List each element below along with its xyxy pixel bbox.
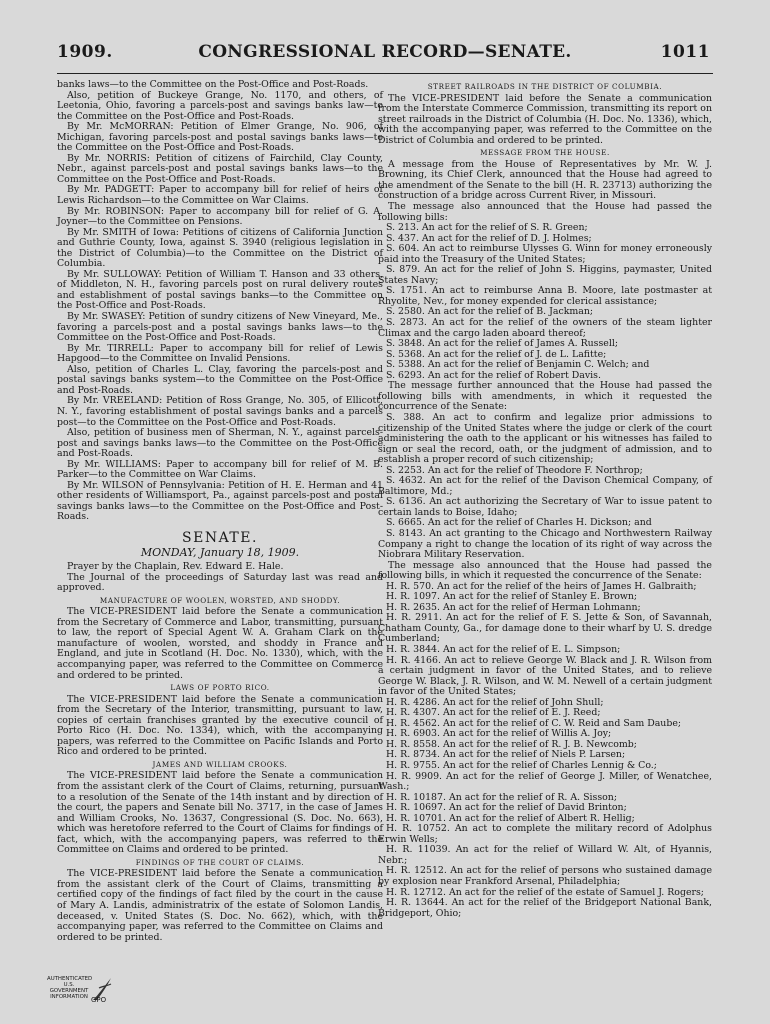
bill-entry: H. R. 12512. An act for the relief of persons who sustained damage by explosion near Frankford Arsenal, Philadelphia;: [378, 865, 712, 888]
bill-entry: H. R. 4562. An act for the relief of C. W. Reid and Sam Daube;: [386, 717, 682, 729]
paragraph: By Mr. SULLOWAY: Petition of William T. Hanson and 33 others, of Middleton, N. H., favoring parcels post on rural delivery routes and establishment of postal savings banks—to the Committee on the Post-Office and Post-Roads.: [57, 268, 383, 312]
bill-entry: S. 879. An act for the relief of John S. Higgins, paymaster, United States Navy;: [378, 264, 712, 286]
bill-entry: H. R. 11039. An act for the relief of Willard W. Alt, of Hyannis, Nebr.;: [378, 844, 712, 866]
bill-entry: H. R. 13644. An act for the relief of the Bridgeport National Bank, Bridgeport, Ohio;: [378, 897, 712, 919]
paragraph: banks laws—to the Committee on the Post-Office and Post-Roads.: [57, 79, 369, 90]
bill-entry: S. 3848. An act for the relief of James A. Russell;: [386, 338, 618, 350]
logo-gpo: GPO: [91, 996, 107, 1004]
paragraph: The message also announced that the House had passed the following bills:: [378, 201, 712, 223]
bill-entry: H. R. 9755. An act for the relief of Charles Lennig & Co.;: [386, 760, 657, 771]
paragraph: By Mr. SWASEY: Petition of sundry citizens of New Vineyard, Me., favoring a parcels-post and a postal savings banks laws—to the Committee on the Post-Office and Post-Roads.: [57, 311, 383, 344]
bill-entry: H. R. 10701. An act for the relief of Albert R. Hellig;: [386, 812, 635, 824]
bill-entry: S. 2873. An act for the relief of the owners of the steam lighter Climax and the cargo laden aboard thereof;: [378, 317, 712, 339]
paragraph: The VICE-PRESIDENT laid before the Senate a communication from the Secretary of the Interior, transmitting, pursuant to law, copies of certain franchises granted by the executive council of Porto Rico (H. Doc. No. 1334), which, with the accompanying papers, was referred to the Committee on Pacific Islands and Porto Rico and ordered to be printed.: [57, 693, 383, 758]
bill-entry: S. 437. An act for the relief of D. J. Holmes;: [386, 232, 592, 244]
paragraph: Prayer by the Chaplain, Rev. Edward E. Hale.: [67, 561, 284, 573]
paragraph: By Mr. PADGETT: Paper to accompany bill for relief of heirs of Lewis Richardson—to the Committee on War Claims.: [57, 184, 383, 207]
bill-entry: S. 604. An act to reimburse Ulysses G. Winn for money erroneously paid into the Treasury of the United States;: [378, 243, 712, 265]
paragraph: The VICE-PRESIDENT laid before the Senate a communication from the Interstate Commerce Commission, transmitting its report on street railroads in the District of Columbia (H. Doc. No. 1336), which, with the accompanying paper, was referred to the Committee on the District of Columbia and ordered to be printed.: [378, 92, 712, 146]
bill-entry: H. R. 2635. An act for the relief of Herman Lohmann;: [386, 601, 641, 613]
paragraph: Also, petition of Buckeye Grange, No. 1170, and others, of Leetonia, Ohio, favoring a parcels-post and savings banks law—to the Committee on the Post-Office and Post-Roads.: [57, 89, 383, 122]
bill-entry: S. 5388. An act for the relief of Benjamin C. Welch; and: [386, 359, 650, 371]
section-heading: JAMES AND WILLIAM CROOKS.: [152, 759, 288, 769]
bill-entry: S. 388. An act to confirm and legalize prior admissions to citizenship of the United States where the judge or clerk of the court administering the oath to the applicant or his witnesses has failed to sign or seal the record, oath, or the judgment of admission, and to establish a proper record of such citizenship;: [378, 411, 712, 466]
bill-entry: H. R. 2911. An act for the relief of F. S. Jette & Son, of Savannah, Chatham County, Ga., for damage done to their wharf by U. S. dredge Cumberland;: [378, 612, 712, 645]
section-heading: FINDINGS OF THE COURT OF CLAIMS.: [135, 857, 305, 867]
section-heading: MANUFACTURE OF WOOLEN, WORSTED, AND SHODDY.: [99, 595, 341, 605]
bill-entry: H. R. 10697. An act for the relief of David Brinton;: [386, 802, 627, 814]
bill-entry: S. 5368. An act for the relief of J. de L. Lafitte;: [386, 348, 607, 360]
bill-entry: S. 213. An act for the relief of S. R. Green;: [386, 222, 588, 234]
bill-entry: H. R. 10187. An act for the relief of R. A. Sisson;: [386, 791, 617, 803]
header-rule: [57, 73, 713, 74]
paragraph: A message from the House of Representatives by Mr. W. J. Browning, its Chief Clerk, announced that the House had agreed to the amendment of the Senate to the bill (H. R. 23713) authorizing the construction of a bridge across Current River, in Missouri.: [378, 158, 712, 202]
senate-heading: SENATE.: [182, 529, 258, 546]
paragraph: By Mr. WILLIAMS: Paper to accompany bill for relief of M. B. Parker—to the Committee on War Claims.: [57, 458, 383, 481]
header-page-number: 1011: [660, 42, 710, 62]
bill-entry: S. 2253. An act for the relief of Theodore F. Northrop;: [386, 464, 643, 476]
right-column: [378, 80, 712, 919]
paragraph: Also, petition of Charles L. Clay, favoring the parcels-post and postal savings banks system—to the Committee on the Post-Office and Post-Roads.: [57, 363, 383, 396]
bill-entry: H. R. 4166. An act to relieve George W. Black and J. R. Wilson from a certain judgment in favor of the United States, and to relieve George W. Black, J. R. Wilson, and W. M. Newell of a certain judgment in favor of the United States;: [378, 654, 712, 698]
bill-entry: H. R. 3844. An act for the relief of E. L. Simpson;: [386, 643, 621, 655]
bill-entry: S. 6136. An act authorizing the Secretary of War to issue patent to certain lands to Boise, Idaho;: [378, 496, 712, 518]
section-heading: MESSAGE FROM THE HOUSE.: [480, 148, 610, 158]
paragraph: By Mr. NORRIS: Petition of citizens of Fairchild, Clay County, Nebr., against parcels-post and postal savings banks laws—to the Committee on the Post-Office and Post-Roads.: [57, 152, 383, 185]
bill-entry: H. R. 6903. An act for the relief of Willis A. Joy;: [386, 728, 612, 740]
paragraph: The VICE-PRESIDENT laid before the Senate a communication from the assistant clerk of the Court of Claims, returning, pursuant to a resolution of the Senate of the 14th instant and by direction of the court, the papers and Senate bill No. 3717, in the case of James and William Crooks, No. 13637, Congressional (S. Doc. No. 663), which was heretofore referred to the Court of Claims for findings of fact, which, with the accompanying papers, was referred to the Committee on Claims and ordered to be printed.: [57, 770, 383, 856]
bill-entry: S. 2580. An act for the relief of B. Jackman;: [386, 306, 594, 318]
header-title: CONGRESSIONAL RECORD—SENATE.: [198, 42, 572, 62]
paragraph: By Mr. ROBINSON: Paper to accompany bill for relief of G. A. Joyner—to the Committee on Pensions.: [57, 205, 383, 228]
paragraph: The message also announced that the House had passed the following bills, in which it requested the concurrence of the Senate:: [378, 559, 712, 582]
bill-entry: S. 8143. An act granting to the Chicago and Northwestern Railway Company a right to change the location of its right of way across the Niobrara Military Reservation.: [378, 527, 712, 561]
paragraph: The message further announced that the House had passed the following bills with amendments, in which it requested the concurrence of the Senate:: [378, 380, 712, 413]
bill-entry: S. 4632. An act for the relief of the Davison Chemical Company, of Baltimore, Md.;: [378, 475, 712, 497]
paragraph: The VICE-PRESIDENT laid before the Senate a communication from the Secretary of Commerce and Labor, transmitting, pursuant to law, the report of Special Agent W. A. Graham Clark on the manufacture of woolen, worsted, and shoddy in France and England, and jute in Scotland (H. Doc. No. 1330), which, with the accompanying paper, was referred to the Committee on Commerce and ordered to be printed.: [57, 606, 383, 681]
bill-entry: S. 6293. An act for the relief of Robert Davis.: [386, 369, 601, 381]
bill-entry: H. R. 4286. An act for the relief of John Shull;: [386, 696, 604, 708]
session-date: MONDAY, January 18, 1909.: [140, 545, 300, 559]
section-heading: STREET RAILROADS IN THE DISTRICT OF COLUMBIA.: [427, 82, 663, 91]
gpo-authentication-logo: [47, 976, 117, 1012]
bill-entry: H. R. 8558. An act for the relief of R. J. B. Newcomb;: [386, 738, 637, 750]
left-column: [57, 80, 383, 943]
bill-entry: S. 6665. An act for the relief of Charles H. Dickson; and: [386, 517, 652, 529]
bill-entry: H. R. 570. An act for the relief of the heirs of James H. Galbraith;: [386, 580, 697, 592]
bill-entry: H. R. 4307. An act for the relief of E. J. Reed;: [386, 707, 601, 719]
section-heading: LAWS OF PORTO RICO.: [170, 683, 270, 693]
paragraph: By Mr. VREELAND: Petition of Ross Grange, No. 305, of Ellicott, N. Y., favoring establishment of postal savings banks and a parcels post—to the Committee on the Post-Office and Post-Roads.: [57, 395, 383, 428]
bill-entry: H. R. 10752. An act to complete the military record of Adolphus Erwin Wells;: [378, 823, 712, 845]
bill-entry: H. R. 8734. An act for the relief of Niels P. Larsen;: [386, 749, 626, 761]
bill-entry: H. R. 12712. An act for the relief of the estate of Samuel J. Rogers;: [386, 886, 704, 898]
paragraph: By Mr. SMITH of Iowa: Petitions of citizens of California Junction and Guthrie County, Iowa, against S. 3940 (religious legislation in the District of Columbia)—to the Committee on the District of Columbia.: [57, 226, 383, 270]
paragraph: By Mr. McMORRAN: Petition of Elmer Grange, No. 906, of Michigan, favoring parcels-post and postal savings banks laws—to the Committee on the Post-Office and Post-Roads.: [57, 121, 383, 154]
paragraph: Also, petition of business men of Sherman, N. Y., against parcels-post and savings banks laws—to the Committee on the Post-Office and Post-Roads.: [57, 427, 383, 460]
paragraph: The Journal of the proceedings of Saturday last was read and approved.: [57, 571, 383, 594]
bill-entry: S. 1751. An act to reimburse Anna B. Moore, late postmaster at Rhyolite, Nev., for money expended for clerical assistance;: [378, 285, 712, 307]
bill-entry: H. R. 9909. An act for the relief of George J. Miller, of Wenatchee, Wash.;: [378, 770, 712, 793]
bill-entry: H. R. 1097. An act for the relief of Stanley E. Brown;: [386, 591, 638, 603]
paragraph: By Mr. TIRRELL: Paper to accompany bill for relief of Lewis Hapgood—to the Committee on Invalid Pensions.: [57, 342, 383, 365]
header-year: 1909.: [57, 42, 113, 62]
paragraph: The VICE-PRESIDENT laid before the Senate a communication from the assistant clerk of the Court of Claims, transmitting a certified copy of the findings of fact filed by the court in the cause of Mary A. Landis, administratrix of the estate of Solomon Landis, deceased, v. United States (S. Doc. No. 662), which, with the accompanying paper, was referred to the Committee on Claims and ordered to be printed.: [57, 868, 383, 943]
logo-text: AUTHENTICATED U.S. GOVERNMENT INFORMATION: [47, 976, 93, 1000]
paragraph: By Mr. WILSON of Pennsylvania: Petition of H. E. Herman and 41 other residents of Williamsport, Pa., against parcels-post and postal savings banks laws—to the Committee on the Post-Office and Post-Roads.: [57, 479, 383, 523]
